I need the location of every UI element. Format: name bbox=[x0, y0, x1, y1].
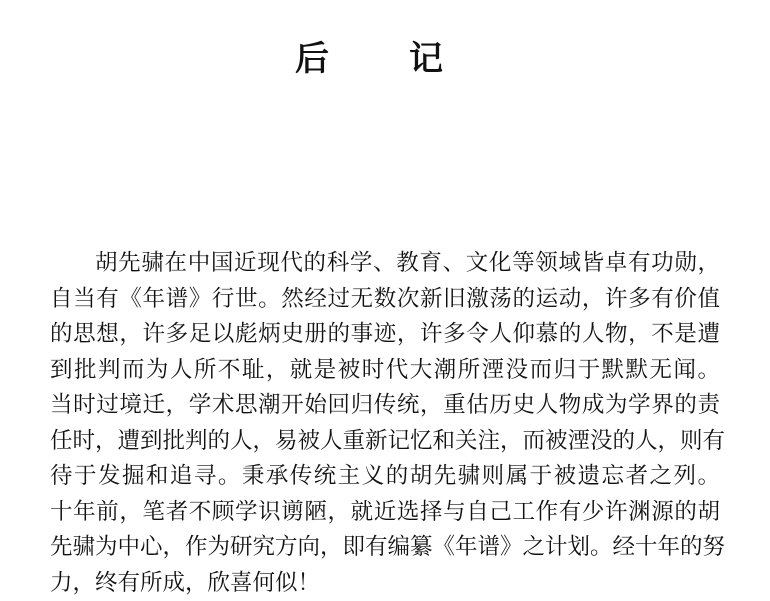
paragraph-line-5: 当时过境迁，学术思潮开始回归传统，重估历史人物成为学界的责 bbox=[50, 388, 720, 424]
paragraph-line-7: 待于发掘和追寻。秉承传统主义的胡先骕则属于被遗忘者之列。 bbox=[50, 459, 720, 495]
paragraph-line-8: 十年前，笔者不顾学识谫陋，就近选择与自己工作有少许渊源的胡 bbox=[50, 495, 720, 531]
paragraph-line-1: 胡先骕在中国近现代的科学、教育、文化等领域皆卓有功勋， bbox=[50, 246, 720, 282]
page-title bbox=[0, 35, 740, 83]
title-char-1: 后 bbox=[295, 39, 331, 79]
title-char-2: 记 bbox=[409, 39, 445, 79]
afterword-paragraph bbox=[50, 246, 720, 601]
paragraph-line-6: 任时，遭到批判的人，易被人重新记忆和关注，而被湮没的人，则有 bbox=[50, 424, 720, 460]
paragraph-line-9: 先骕为中心，作为研究方向，即有编纂《年谱》之计划。经十年的努 bbox=[50, 530, 720, 566]
paragraph-line-4: 到批判而为人所不耻，就是被时代大潮所湮没而归于默默无闻。 bbox=[50, 353, 720, 389]
paragraph-line-3: 的思想，许多足以彪炳史册的事迹，许多令人仰慕的人物，不是遭 bbox=[50, 317, 720, 353]
paragraph-line-10: 力，终有所成，欣喜何似！ bbox=[50, 566, 720, 601]
paragraph-line-2: 自当有《年谱》行世。然经过无数次新旧激荡的运动，许多有价值 bbox=[50, 282, 720, 318]
